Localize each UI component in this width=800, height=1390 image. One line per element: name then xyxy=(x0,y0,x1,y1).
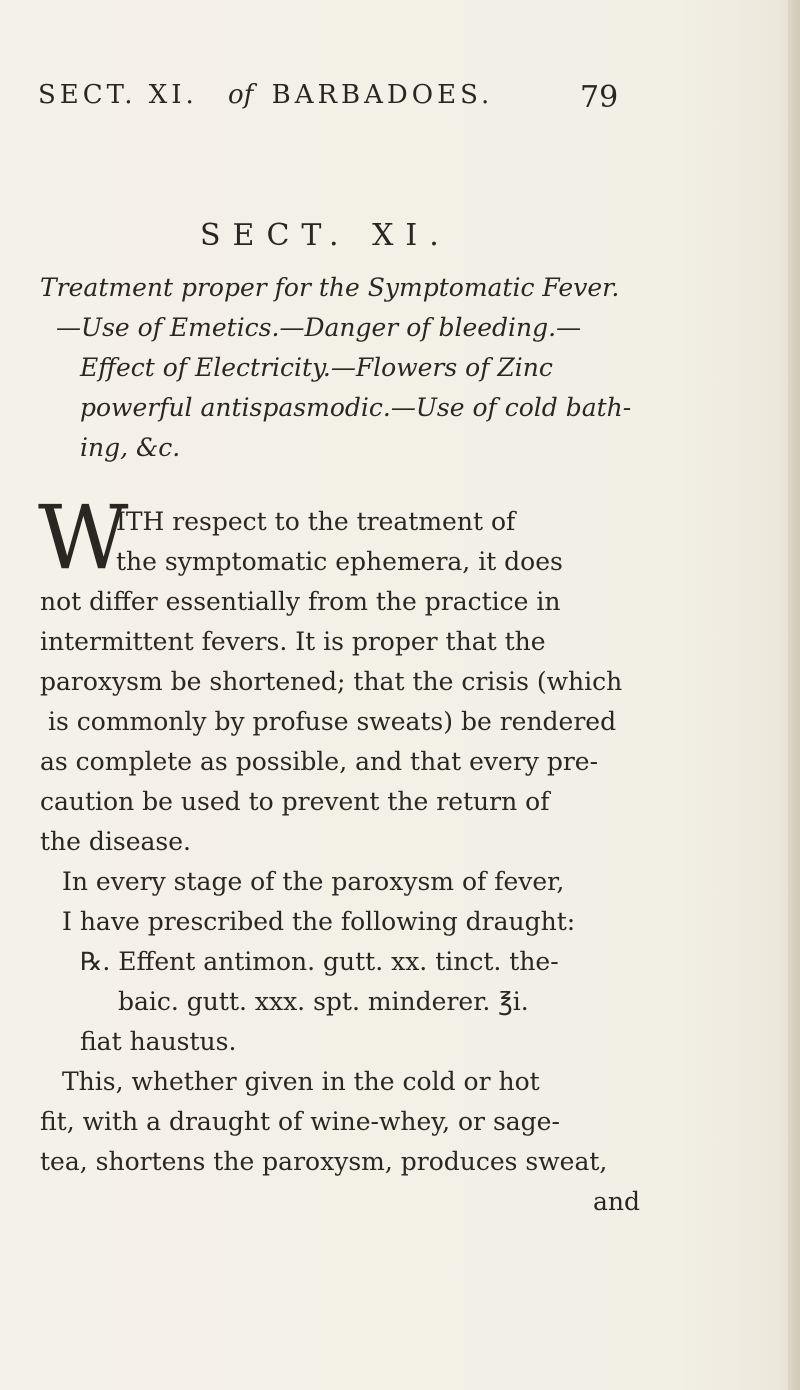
catchword: and xyxy=(592,1187,640,1216)
page-number: 79 xyxy=(580,80,619,115)
body-line: This, whether given in the cold or hot xyxy=(62,1067,540,1096)
body-line: I have prescribed the following draught: xyxy=(62,907,576,936)
summary-line: Effect of Electricity.—Flowers of Zinc xyxy=(80,353,553,382)
body-line: as complete as possible, and that every pre- xyxy=(40,747,599,776)
summary-line: —Use of Emetics.—Danger of bleeding.— xyxy=(56,313,582,342)
body-line: In every stage of the paroxysm of fever, xyxy=(62,867,565,896)
body-line: fit, with a draught of wine-whey, or sage- xyxy=(40,1107,560,1136)
body-line: intermittent fevers. It is proper that the xyxy=(40,627,546,656)
body-line: the disease. xyxy=(40,827,191,856)
body-line: the symptomatic ephemera, it does xyxy=(116,547,563,576)
prescription-line: baic. gutt. xxx. spt. minderer. ℥i. xyxy=(118,987,529,1016)
body-text xyxy=(40,502,640,1222)
body-line: ITH respect to the treatment of xyxy=(116,507,516,536)
section-title: SECT. XI. xyxy=(200,218,451,253)
running-head-section: SECT. XI. xyxy=(38,80,198,110)
body-line: not differ essentially from the practice in xyxy=(40,587,561,616)
running-head-of: of xyxy=(228,80,254,110)
prescription-line: fiat haustus. xyxy=(80,1027,237,1056)
body-line: tea, shortens the paroxysm, produces sweat, xyxy=(40,1147,608,1176)
summary-line: Treatment proper for the Symptomatic Fever. xyxy=(40,273,620,302)
running-head xyxy=(38,80,638,115)
prescription-line: ℞. Effent antimon. gutt. xx. tinct. the- xyxy=(80,947,559,976)
summary-line: powerful antispasmodic.—Use of cold bath- xyxy=(80,393,632,422)
section-summary xyxy=(40,268,640,468)
body-line: caution be used to prevent the return of xyxy=(40,787,550,816)
body-line: is commonly by profuse sweats) be rendered xyxy=(48,707,617,736)
drop-cap: W xyxy=(38,486,129,589)
summary-line: ing, &c. xyxy=(80,433,181,462)
running-head-place: BARBADOES. xyxy=(271,80,494,110)
body-line: paroxysm be shortened; that the crisis (which xyxy=(40,667,623,696)
page-edge xyxy=(788,0,800,1390)
